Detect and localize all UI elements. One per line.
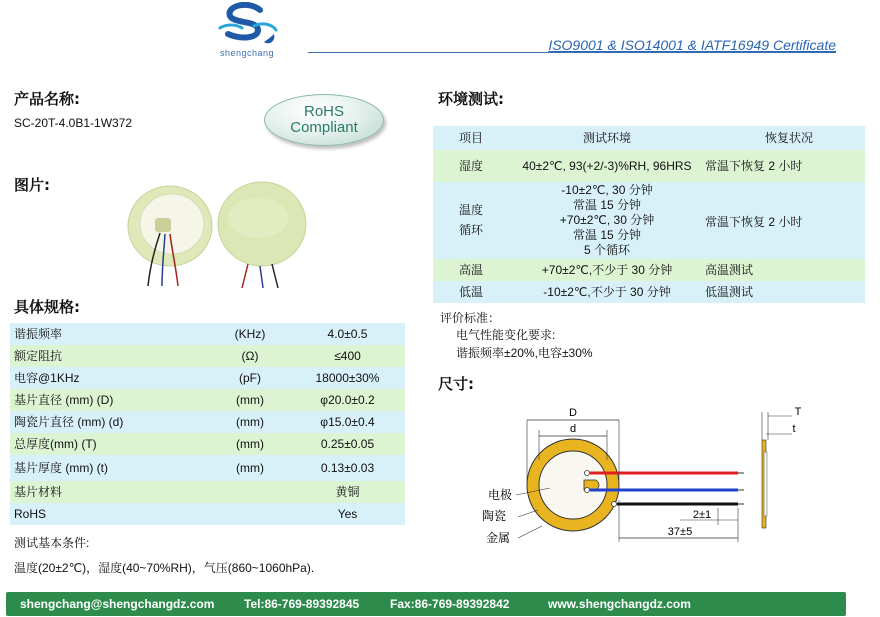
env-item: 温度 循环: [458, 203, 483, 237]
env-condition: +70±2℃,不少于 30 分钟: [541, 263, 673, 277]
spec-name: 基片直径 (mm) (D): [14, 393, 114, 407]
dimension-drawing: [480, 400, 820, 550]
dimension-heading: 尺寸:: [438, 375, 474, 393]
env-row-cycle: [433, 182, 865, 259]
spec-value: 0.13±0.03: [320, 461, 375, 475]
spec-row: [10, 503, 405, 525]
env-row-high: [433, 259, 865, 281]
eval-line1: 电气性能变化要求:: [456, 328, 556, 342]
spec-value: 0.25±0.05: [320, 437, 375, 451]
env-row-low: [433, 281, 865, 303]
footer-tel: Tel:86-769-89392845: [244, 597, 360, 611]
spec-value: ≤400: [334, 349, 361, 363]
dim-d-label: d: [569, 423, 577, 435]
spec-unit: (KHz): [234, 327, 266, 341]
spec-name: RoHS: [14, 507, 47, 521]
spec-heading: 具体规格:: [14, 298, 80, 316]
env-row-humidity: [433, 150, 865, 182]
spec-unit: (mm): [236, 415, 264, 429]
spec-value: Yes: [337, 507, 358, 521]
spec-name: 基片厚度 (mm) (t): [14, 461, 108, 475]
spec-value: 黄铜: [335, 485, 360, 499]
env-header-recovery: 恢复状况: [765, 131, 814, 145]
spec-value: φ15.0±0.4: [320, 415, 375, 429]
spec-row: [10, 389, 405, 411]
eval-line2: 谐振频率±20%,电容±30%: [456, 346, 593, 360]
dim-T-label: T: [794, 406, 802, 418]
spec-value: φ20.0±0.2: [320, 393, 375, 407]
spec-value: 4.0±0.5: [327, 327, 368, 341]
picture-heading: 图片:: [14, 176, 50, 194]
spec-row: [10, 481, 405, 503]
test-conditions: 温度(20±2℃)，湿度(40~70%RH)，气压(860~1060hPa).: [14, 561, 315, 575]
spec-name: 电容@1KHz: [14, 371, 80, 385]
env-item: 低温: [458, 285, 483, 299]
env-condition: 40±2℃, 93(+2/-3)%RH, 96HRS: [522, 159, 692, 173]
footer-bar: [6, 592, 846, 616]
rohs-badge-line2: Compliant: [290, 119, 358, 136]
label-electrode: 电极: [488, 488, 513, 502]
certificate-text: ISO9001 & ISO14001 & IATF16949 Certificate: [548, 37, 836, 53]
env-header-item: 项目: [458, 131, 483, 145]
rohs-badge-line1: RoHS: [303, 103, 344, 120]
product-model: SC-20T-4.0B1-1W372: [14, 116, 133, 130]
spec-unit: (pF): [239, 371, 261, 385]
spec-row: [10, 411, 405, 433]
footer-website-link[interactable]: www.shengchangdz.com: [548, 597, 691, 611]
env-item: 湿度: [458, 159, 483, 173]
spec-name: 谐振频率: [14, 327, 63, 341]
test-conditions-label: 测试基本条件:: [14, 536, 90, 550]
label-ceramic: 陶瓷: [482, 509, 507, 523]
env-recovery: 低温测试: [705, 285, 754, 299]
spec-row: [10, 433, 405, 455]
env-header-row: [433, 126, 865, 150]
dim-lead-label: 2±1: [692, 509, 712, 521]
spec-unit: (mm): [236, 393, 264, 407]
spec-row: [10, 345, 405, 367]
env-recovery: 高温测试: [705, 263, 754, 277]
logo-text: shengchang: [219, 48, 275, 58]
dim-t-label: t: [792, 423, 796, 435]
spec-row: [10, 323, 405, 345]
dim-length-label: 37±5: [667, 526, 693, 538]
env-item: 高温: [458, 263, 483, 277]
eval-label: 评价标准：: [440, 311, 501, 325]
spec-name: 额定阻抗: [14, 349, 63, 363]
env-condition: -10±2℃, 30 分钟 常温 15 分钟 +70±2℃, 30 分钟 常温 15 分钟 5 个循环: [559, 183, 655, 257]
rohs-badge: [264, 94, 384, 146]
label-metal: 金属: [486, 531, 511, 545]
product-name-heading: 产品名称:: [14, 90, 80, 108]
env-header-condition: 测试环境: [582, 131, 631, 145]
env-recovery: 常温下恢复 2 小时: [705, 215, 803, 229]
spec-row: [10, 455, 405, 481]
footer-fax: Fax:86-769-89392842: [390, 597, 510, 611]
spec-unit: (mm): [236, 437, 264, 451]
spec-row: [10, 367, 405, 389]
spec-unit: (mm): [236, 461, 264, 475]
env-condition: -10±2℃,不少于 30 分钟: [543, 285, 671, 299]
spec-value: 18000±30%: [315, 371, 380, 385]
env-recovery: 常温下恢复 2 小时: [705, 159, 803, 173]
env-test-heading: 环境测试:: [438, 90, 504, 108]
spec-unit: (Ω): [241, 349, 259, 363]
spec-name: 陶瓷片直径 (mm) (d): [14, 415, 124, 429]
spec-name: 总厚度(mm) (T): [14, 437, 97, 451]
product-photo: [120, 178, 320, 290]
footer-email-link[interactable]: shengchang@shengchangdz.com: [20, 597, 215, 611]
spec-table: [10, 323, 405, 525]
spec-name: 基片材料: [14, 485, 63, 499]
dim-D-label: D: [569, 407, 577, 419]
